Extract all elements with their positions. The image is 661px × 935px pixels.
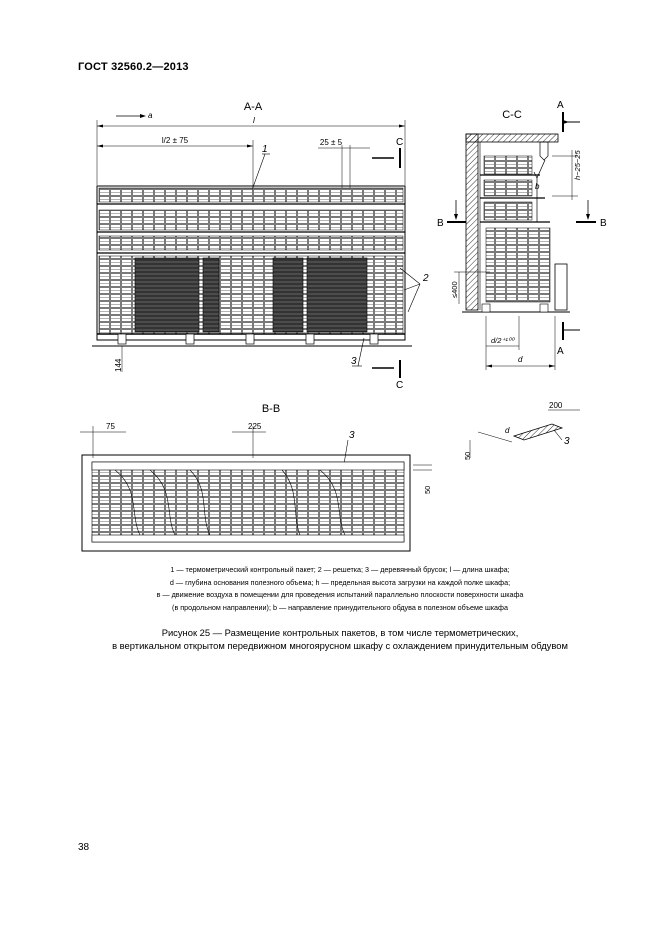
cabinet-back-wall: [466, 134, 478, 310]
dim-length-l: l: [253, 116, 255, 125]
dark-package-block: [135, 258, 199, 332]
callout-3: 3: [351, 356, 357, 367]
section-mark-b-left: В: [437, 218, 444, 229]
section-mark-a-bottom: А: [557, 346, 564, 357]
dim-50-detail: 50: [463, 451, 472, 460]
callout-2: 2: [423, 273, 429, 284]
dim-half-depth: d/2⁺¹⁰⁰: [491, 336, 514, 345]
section-mark-a-top: А: [557, 100, 564, 111]
dim-depth-detail: d: [505, 426, 510, 435]
dim-half-length: l/2 ± 75: [161, 136, 189, 145]
dim-max-400: ≤400: [450, 281, 459, 298]
legend-line-4: (в продольном направлении); b — направление принудительного обдува в полезном объеме шкафа: [172, 602, 508, 612]
section-mark-c-top: С: [396, 137, 404, 148]
section-aa-title: А-А: [243, 101, 263, 113]
callout-3-plan: 3: [349, 430, 355, 441]
legend-line-3: в — движение воздуха в помещении для проведения испытаний параллельно плоскости поверхности шкафа: [156, 590, 524, 600]
label-a: а: [148, 111, 153, 120]
section-mark-c-bottom: С: [396, 380, 404, 391]
dim-50-plan: 50: [423, 485, 432, 494]
dim-75: 75: [106, 422, 115, 431]
caption-line-1: Рисунок 25 — Размещение контрольных пакетов, в том числе термометрических,: [161, 627, 519, 638]
dim-h: h−25−25: [573, 150, 582, 180]
page-number: 38: [78, 842, 90, 853]
dim-225: 225: [248, 422, 262, 431]
legend-line-2: d — глубина основания полезного объема; h — предельная высота загрузки на каждой полке шкафа;: [169, 577, 511, 587]
legend-line-1: 1 — термометрический контрольный пакет; 2 — решетка; 3 — деревянный брусок; l — длина шкафа;: [170, 565, 510, 574]
section-mark-b-right: В: [600, 218, 607, 229]
dim-25: 25 ± 5: [319, 138, 343, 147]
wooden-bar-detail: [514, 424, 562, 440]
document-header: ГОСТ 32560.2—2013: [78, 61, 189, 73]
caption-line-2: в вертикальном открытом передвижном многоярусном шкафу с охлаждением принудительным обдувом: [112, 639, 568, 651]
callout-1: 1: [262, 144, 268, 155]
label-b: b: [535, 182, 540, 191]
figure-caption: [40, 627, 640, 652]
dim-200: 200: [549, 401, 563, 410]
section-cc-title: С-С: [502, 109, 522, 121]
dim-144: 144: [114, 358, 123, 372]
dim-depth-d: d: [518, 355, 523, 364]
section-bb-title: В-В: [261, 403, 281, 415]
figure-legend: [60, 564, 620, 614]
callout-3-detail: 3: [564, 436, 570, 447]
